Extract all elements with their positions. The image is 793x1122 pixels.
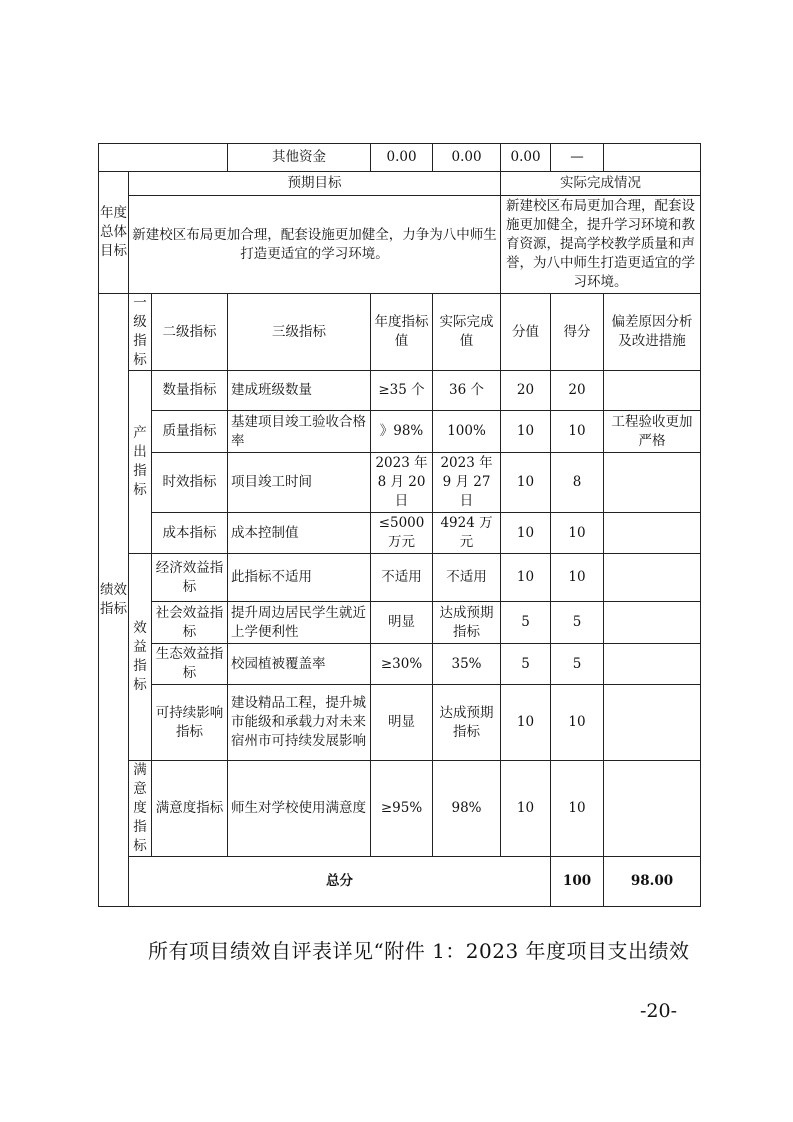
funding-row (99, 144, 701, 172)
level3-cell: 项目竣工时间 (228, 453, 371, 513)
note-cell (604, 453, 701, 513)
total-score: 98.00 (604, 857, 701, 907)
actual-cell: 达成预期指标 (433, 685, 501, 761)
funding-value: 0.00 (371, 144, 433, 172)
level2-cell: 满意度指标 (152, 761, 228, 857)
score-value-cell: 5 (501, 602, 551, 644)
level2-cell: 生态效益指标 (152, 644, 228, 685)
actual-cell: 98% (433, 761, 501, 857)
total-score-value: 100 (551, 857, 604, 907)
note-cell: 工程验收更加严格 (604, 411, 701, 453)
level2-cell: 经济效益指标 (152, 554, 228, 602)
score-value-cell: 10 (501, 453, 551, 513)
actual-cell: 36 个 (433, 371, 501, 411)
score-value-cell: 10 (501, 685, 551, 761)
score-value-cell: 5 (501, 644, 551, 685)
annual-cell: ≥95% (371, 761, 433, 857)
level2-cell: 成本指标 (152, 513, 228, 554)
empty-cell (604, 144, 701, 172)
header-annual: 年度指标值 (371, 294, 433, 371)
performance-indicators-label: 绩效指标 (99, 294, 129, 907)
annual-cell: 2023 年 8 月 20 日 (371, 453, 433, 513)
level3-cell: 此指标不适用 (228, 554, 371, 602)
level2-cell: 社会效益指标 (152, 602, 228, 644)
level2-cell: 质量指标 (152, 411, 228, 453)
actual-cell: 不适用 (433, 554, 501, 602)
funding-value: 0.00 (433, 144, 501, 172)
actual-cell: 2023 年 9 月 27 日 (433, 453, 501, 513)
header-score-value: 分值 (501, 294, 551, 371)
note-cell (604, 644, 701, 685)
score-cell: 10 (551, 513, 604, 554)
actual-cell: 达成预期指标 (433, 602, 501, 644)
score-cell: 10 (551, 554, 604, 602)
level3-cell: 基建项目竣工验收合格率 (228, 411, 371, 453)
header-level2: 二级指标 (152, 294, 228, 371)
group-label: 效益指标 (129, 554, 152, 761)
table-row (99, 554, 701, 602)
funding-label: 其他资金 (228, 144, 371, 172)
annual-cell: ≥30% (371, 644, 433, 685)
annual-goals-label: 年度总体目标 (99, 172, 129, 294)
expected-goal-header: 预期目标 (129, 172, 501, 196)
header-score: 得分 (551, 294, 604, 371)
actual-cell: 35% (433, 644, 501, 685)
page-number: -20- (640, 1000, 678, 1022)
level3-cell: 提升周边居民学生就近上学便利性 (228, 602, 371, 644)
level2-cell: 数量指标 (152, 371, 228, 411)
header-actual: 实际完成值 (433, 294, 501, 371)
level3-cell: 成本控制值 (228, 513, 371, 554)
note-cell (604, 513, 701, 554)
note-cell (604, 602, 701, 644)
note-cell (604, 761, 701, 857)
annual-cell: 不适用 (371, 554, 433, 602)
annual-cell: 明显 (371, 685, 433, 761)
level3-cell: 校园植被覆盖率 (228, 644, 371, 685)
score-cell: 10 (551, 761, 604, 857)
funding-value: 0.00 (501, 144, 551, 172)
appendix-reference-text: 所有项目绩效自评表详见“附件 1：2023 年度项目支出绩效 (148, 939, 690, 963)
annual-cell: 明显 (371, 602, 433, 644)
level3-cell: 建设精品工程，提升城市能级和承载力对未来宿州市可持续发展影响 (228, 685, 371, 761)
annual-cell: ≤5000 万元 (371, 513, 433, 554)
table-row (99, 513, 701, 554)
level3-cell: 师生对学校使用满意度 (228, 761, 371, 857)
actual-result-header: 实际完成情况 (501, 172, 701, 196)
table-row (99, 602, 701, 644)
total-row (99, 857, 701, 907)
score-cell: 10 (551, 411, 604, 453)
expected-goal-text: 新建校区布局更加合理，配套设施更加健全，力争为八中师生打造更适宜的学习环境。 (129, 196, 501, 294)
note-cell (604, 371, 701, 411)
table-row (99, 644, 701, 685)
actual-cell: 4924 万元 (433, 513, 501, 554)
table-row (99, 761, 701, 857)
funding-dash: — (551, 144, 604, 172)
table-row (99, 453, 701, 513)
annual-cell: ≥35 个 (371, 371, 433, 411)
score-value-cell: 20 (501, 371, 551, 411)
score-value-cell: 10 (501, 761, 551, 857)
header-deviation: 偏差原因分析及改进措施 (604, 294, 701, 371)
level2-cell: 可持续影响指标 (152, 685, 228, 761)
actual-result-text: 新建校区布局更加合理，配套设施更加健全，提升学习环境和教育资源，提高学校教学质量和声誉，为八中师生打造更适宜的学习环境。 (501, 196, 701, 294)
score-cell: 10 (551, 685, 604, 761)
table-row (99, 371, 701, 411)
annual-cell: 》98% (371, 411, 433, 453)
score-value-cell: 10 (501, 411, 551, 453)
score-cell: 5 (551, 644, 604, 685)
group-label: 满意度指标 (129, 761, 152, 857)
header-level1: 一级指标 (129, 294, 152, 371)
score-value-cell: 10 (501, 554, 551, 602)
note-cell (604, 554, 701, 602)
performance-table (98, 143, 701, 907)
score-cell: 20 (551, 371, 604, 411)
total-label: 总分 (129, 857, 551, 907)
actual-cell: 100% (433, 411, 501, 453)
score-cell: 8 (551, 453, 604, 513)
score-value-cell: 10 (501, 513, 551, 554)
header-level3: 三级指标 (228, 294, 371, 371)
note-cell (604, 685, 701, 761)
group-label: 产出指标 (129, 371, 152, 554)
empty-cell (99, 144, 228, 172)
level2-cell: 时效指标 (152, 453, 228, 513)
level3-cell: 建成班级数量 (228, 371, 371, 411)
table-row (99, 411, 701, 453)
score-cell: 5 (551, 602, 604, 644)
table-row (99, 685, 701, 761)
